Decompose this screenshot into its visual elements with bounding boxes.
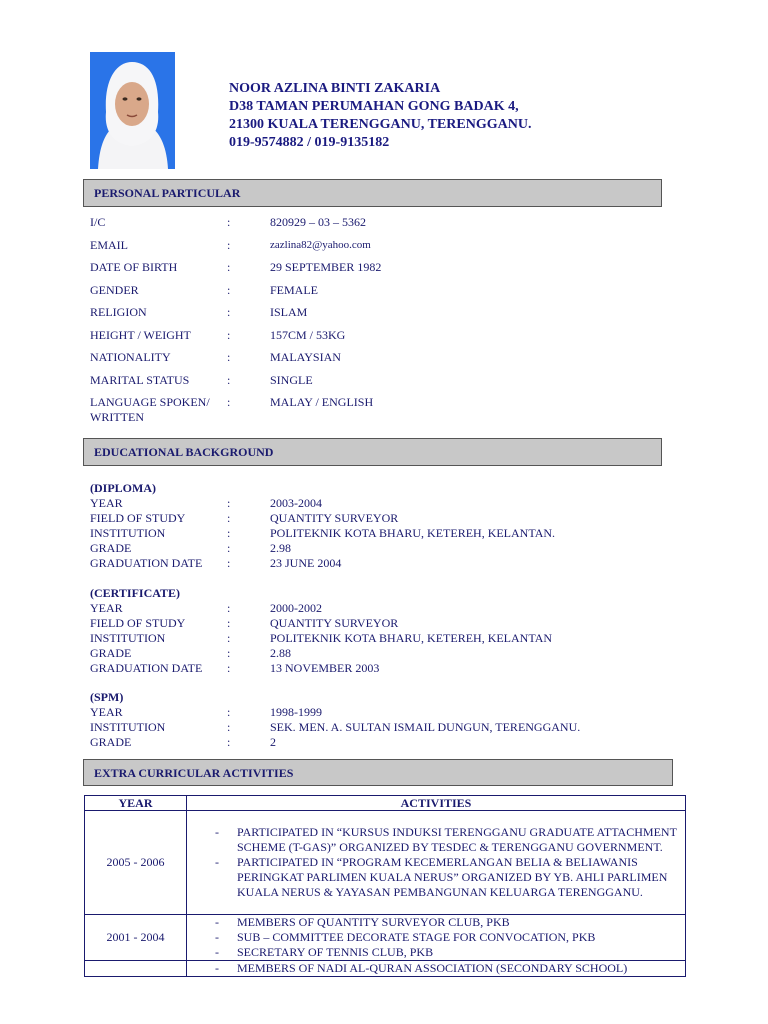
- spm-heading: (SPM): [90, 690, 124, 704]
- person-portrait-icon: [90, 52, 175, 169]
- row-year: [85, 961, 187, 977]
- table-row: [85, 811, 686, 915]
- colon: :: [227, 541, 231, 555]
- colon: :: [227, 260, 231, 274]
- bullet-dash: -: [215, 855, 219, 869]
- diploma-institution-label: INSTITUTION: [90, 526, 166, 540]
- ic-label: I/C: [90, 215, 106, 229]
- colon: :: [227, 616, 231, 630]
- colon: :: [227, 526, 231, 540]
- marital-label: MARITAL STATUS: [90, 373, 190, 387]
- certificate-grade-label: GRADE: [90, 646, 132, 660]
- email-label: EMAIL: [90, 238, 128, 252]
- certificate-institution-value: POLITEKNIK KOTA BHARU, KETEREH, KELANTAN: [270, 631, 553, 645]
- bullet-dash: -: [215, 915, 219, 929]
- year-column-header: YEAR: [85, 796, 187, 811]
- row-activities: [187, 811, 686, 915]
- diploma-institution-value: POLITEKNIK KOTA BHARU, KETEREH, KELANTAN.: [270, 526, 556, 540]
- dob-label: DATE OF BIRTH: [90, 260, 178, 274]
- ic-value: 820929 – 03 – 5362: [270, 215, 366, 229]
- list-item: [187, 930, 685, 945]
- address-line-2: 21300 KUALA TERENGGANU, TERENGGANU.: [229, 117, 532, 132]
- list-item: [187, 961, 685, 976]
- certificate-year-value: 2000-2002: [270, 601, 322, 615]
- certificate-grade-value: 2.88: [270, 646, 291, 660]
- colon: :: [227, 373, 231, 387]
- religion-value: ISLAM: [270, 305, 308, 319]
- activity-text: SECRETARY OF TENNIS CLUB, PKB: [237, 945, 434, 959]
- diploma-graduation-label: GRADUATION DATE: [90, 556, 203, 570]
- colon: :: [227, 705, 231, 719]
- list-item: [187, 825, 685, 855]
- language-label-cont: WRITTEN: [90, 410, 144, 424]
- colon: :: [227, 631, 231, 645]
- colon: :: [227, 646, 231, 660]
- activity-text: MEMBERS OF NADI AL-QURAN ASSOCIATION (SECONDARY SCHOOL): [237, 961, 628, 975]
- spm-institution-label: INSTITUTION: [90, 720, 166, 734]
- bullet-dash: -: [215, 825, 219, 839]
- list-item: [187, 945, 685, 960]
- certificate-field-label: FIELD OF STUDY: [90, 616, 186, 630]
- list-item: [187, 915, 685, 930]
- colon: :: [227, 283, 231, 297]
- diploma-grade-value: 2.98: [270, 541, 291, 555]
- diploma-graduation-value: 23 JUNE 2004: [270, 556, 342, 570]
- certificate-graduation-label: GRADUATION DATE: [90, 661, 203, 675]
- profile-photo: [90, 52, 175, 169]
- activities-table: [84, 795, 686, 977]
- language-label: LANGUAGE SPOKEN/: [90, 395, 210, 409]
- colon: :: [227, 238, 231, 252]
- diploma-heading: (DIPLOMA): [90, 481, 156, 495]
- colon: :: [227, 496, 231, 510]
- certificate-graduation-value: 13 NOVEMBER 2003: [270, 661, 380, 675]
- language-value: MALAY / ENGLISH: [270, 395, 374, 409]
- marital-value: SINGLE: [270, 373, 313, 387]
- colon: :: [227, 215, 231, 229]
- certificate-heading: (CERTIFICATE): [90, 586, 181, 600]
- education-details: [0, 481, 768, 751]
- colon: :: [227, 720, 231, 734]
- colon: :: [227, 556, 231, 570]
- activities-column-header: ACTIVITIES: [187, 796, 686, 811]
- spm-year-value: 1998-1999: [270, 705, 322, 719]
- row-activities: [187, 961, 686, 977]
- dob-value: 29 SEPTEMBER 1982: [270, 260, 382, 274]
- colon: :: [227, 350, 231, 364]
- bullet-dash: -: [215, 945, 219, 959]
- activity-text: MEMBERS OF QUANTITY SURVEYOR CLUB, PKB: [237, 915, 510, 929]
- gender-label: GENDER: [90, 283, 139, 297]
- table-row: [85, 961, 686, 977]
- education-section-header: EDUCATIONAL BACKGROUND: [83, 438, 662, 466]
- diploma-grade-label: GRADE: [90, 541, 132, 555]
- bullet-dash: -: [215, 930, 219, 944]
- activity-text: PARTICIPATED IN “KURSUS INDUKSI TERENGGANU GRADUATE ATTACHMENT SCHEME (T-GAS)” ORGANIZED BY TESDEC & TERENGGANU GOVERNMENT.: [237, 825, 677, 854]
- personal-details: [0, 215, 768, 425]
- certificate-year-label: YEAR: [90, 601, 123, 615]
- colon: :: [227, 395, 231, 409]
- nationality-label: NATIONALITY: [90, 350, 171, 364]
- gender-value: FEMALE: [270, 283, 318, 297]
- diploma-field-value: QUANTITY SURVEYOR: [270, 511, 399, 525]
- applicant-name: NOOR AZLINA BINTI ZAKARIA: [229, 81, 441, 96]
- colon: :: [227, 511, 231, 525]
- activity-text: PARTICIPATED IN “PROGRAM KECEMERLANGAN BELIA & BELIAWANIS PERINGKAT PARLIMEN KUALA NERUS” ORGANIZED BY YB. AHLI PARLIMEN KUALA NERUS & YAYASAN PEMBANGUNAN KELUARGA TERENGGANU.: [237, 855, 668, 899]
- colon: :: [227, 305, 231, 319]
- height-weight-value: 157CM / 53KG: [270, 328, 346, 342]
- table-header-row: [85, 796, 686, 811]
- diploma-year-label: YEAR: [90, 496, 123, 510]
- height-weight-label: HEIGHT / WEIGHT: [90, 328, 191, 342]
- spm-year-label: YEAR: [90, 705, 123, 719]
- diploma-year-value: 2003-2004: [270, 496, 322, 510]
- extra-section-header: EXTRA CURRICULAR ACTIVITIES: [83, 759, 673, 786]
- certificate-institution-label: INSTITUTION: [90, 631, 166, 645]
- row-activities: [187, 915, 686, 961]
- spm-institution-value: SEK. MEN. A. SULTAN ISMAIL DUNGUN, TERENGGANU.: [270, 720, 581, 734]
- activity-text: SUB – COMMITTEE DECORATE STAGE FOR CONVOCATION, PKB: [237, 930, 596, 944]
- personal-section-header: PERSONAL PARTICULAR: [83, 179, 662, 207]
- table-row: [85, 915, 686, 961]
- colon: :: [227, 735, 231, 749]
- contact-header: [229, 80, 531, 152]
- colon: :: [227, 601, 231, 615]
- row-year: 2005 - 2006: [85, 811, 187, 915]
- spm-grade-label: GRADE: [90, 735, 132, 749]
- row-year: 2001 - 2004: [85, 915, 187, 961]
- spm-grade-value: 2: [270, 735, 276, 749]
- phone-numbers: 019-9574882 / 019-9135182: [229, 135, 390, 150]
- email-value: zazlina82@yahoo.com: [270, 239, 371, 251]
- list-item: [187, 855, 685, 900]
- certificate-field-value: QUANTITY SURVEYOR: [270, 616, 399, 630]
- diploma-field-label: FIELD OF STUDY: [90, 511, 186, 525]
- nationality-value: MALAYSIAN: [270, 350, 341, 364]
- colon: :: [227, 328, 231, 342]
- address-line-1: D38 TAMAN PERUMAHAN GONG BADAK 4,: [229, 99, 519, 114]
- colon: :: [227, 661, 231, 675]
- religion-label: RELIGION: [90, 305, 147, 319]
- bullet-dash: -: [215, 961, 219, 975]
